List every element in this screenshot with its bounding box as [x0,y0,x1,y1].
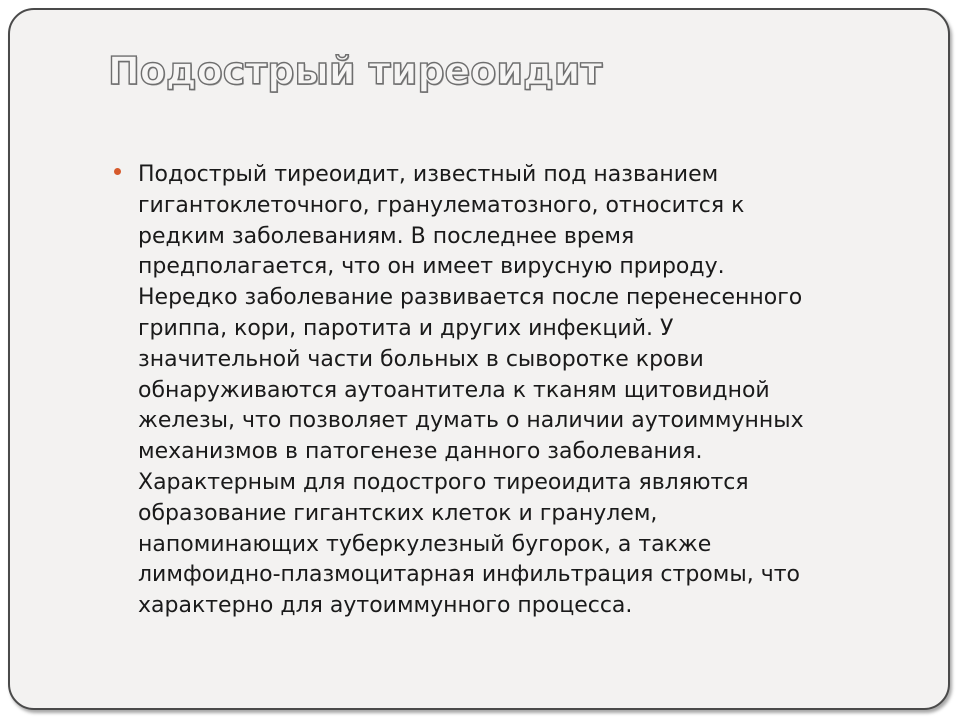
bullet-text-line: механизмов в патогенезе данного заболевания. [138,439,703,465]
bullet-text-line: лимфоидно-плазмоцитарная инфильтрация стромы, что [138,562,800,588]
bullet-text-line: гигантоклеточного, гранулематозного, относится к [138,192,745,218]
bullet-text-line: напоминающих туберкулезный бугорок, а также [138,531,712,557]
bullet-text-line: гриппа, кори, паротита и других инфекций. У [138,315,674,341]
bullet-text-line: образование гигантских клеток и гранулем, [138,500,658,526]
slide-title: Подострый тиреоидит [108,49,603,93]
slide [8,8,950,710]
bullet-text-line: значительной части больных в сыворотке крови [138,346,704,372]
bullet-text-line: Нередко заболевание развивается после перенесенного [138,285,803,311]
bullet-text [138,160,914,622]
bullet-text-line: Подострый тиреоидит, известный под названием [138,162,719,187]
bullet-item [114,160,914,622]
bullet-text-line: Характерным для подострого тиреоидита являются [138,469,749,495]
bullet-text-line: железы, что позволяет думать о наличии аутоиммунных [138,408,804,434]
bullet-text-line: характерно для аутоиммунного процесса. [138,593,633,619]
bullet-dot-icon [114,168,121,175]
bullet-text-line: редким заболеваниям. В последнее время [138,223,635,249]
bullet-text-line: предполагается, что он имеет вирусную природу. [138,254,725,280]
bullet-text-line: обнаруживаются аутоантитела к тканям щитовидной [138,377,770,403]
slide-content [114,160,914,622]
